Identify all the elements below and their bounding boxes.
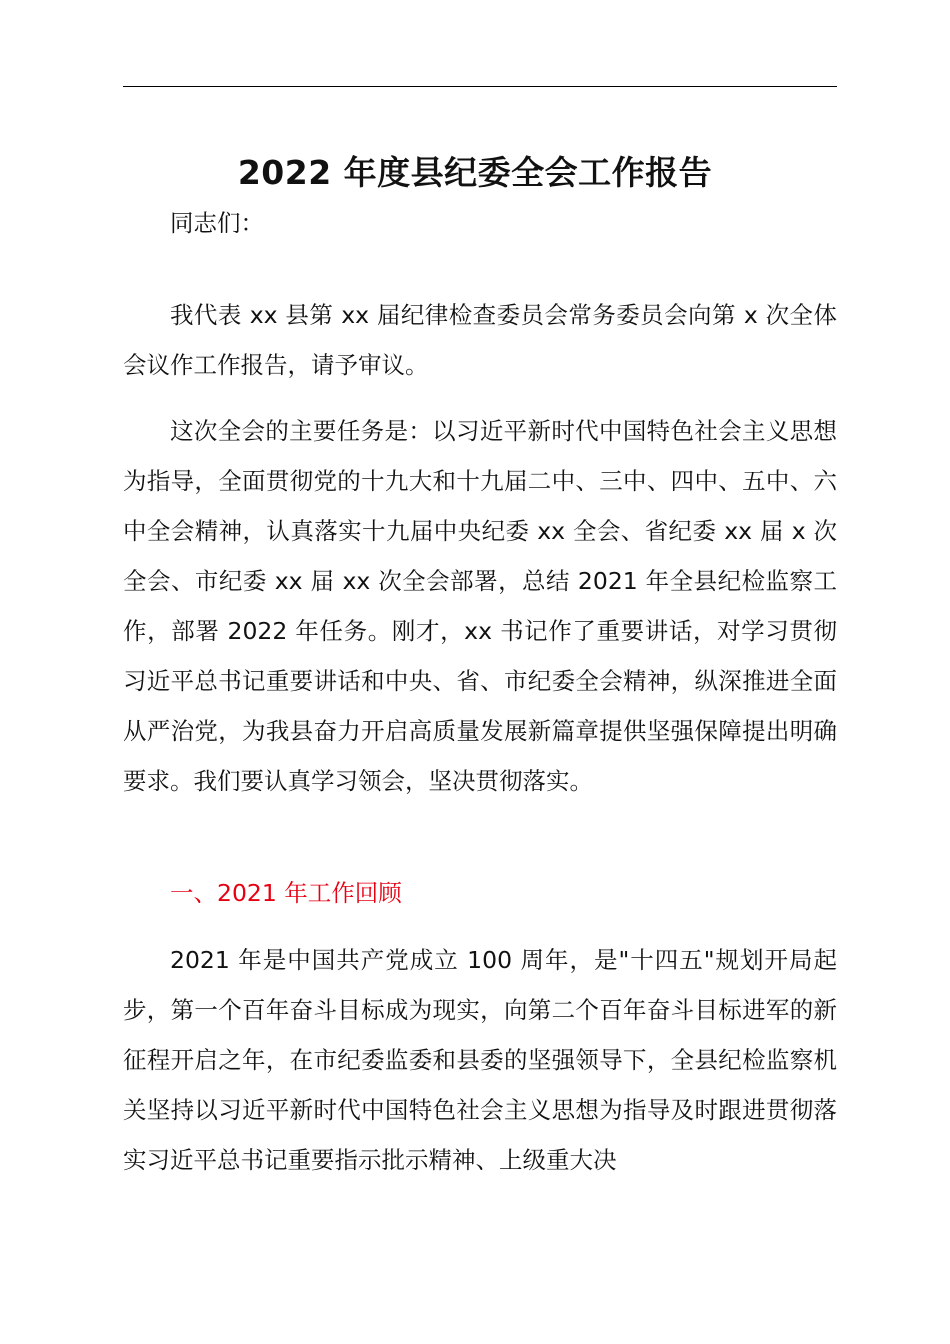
paragraph-1-text: 我代表 xx 县第 xx 届纪律检查委员会常务委员会向第 x 次全体会议作工作报告，请予审议。 — [123, 301, 837, 379]
paragraph-1 — [123, 290, 837, 390]
salutation — [123, 198, 837, 248]
paragraph-2 — [123, 406, 837, 806]
header-rule — [123, 86, 837, 87]
salutation-text: 同志们： — [170, 209, 264, 237]
paragraph-3 — [123, 935, 837, 1185]
paragraph-3-text: 2021 年是中国共产党成立 100 周年，是"十四五"规划开局起步，第一个百年奋斗目标成为现实，向第二个百年奋斗目标进军的新征程开启之年，在市纪委监委和县委的坚强领导下，全县纪检监察机关坚持以习近平新时代中国特色社会主义思想为指导及时跟进贯彻落实习近平总书记重要指示批示精神、上级重大决 — [123, 946, 837, 1174]
section-heading — [123, 868, 837, 918]
paragraph-2-text: 这次全会的主要任务是：以习近平新时代中国特色社会主义思想为指导，全面贯彻党的十九大和十九届二中、三中、四中、五中、六中全会精神，认真落实十九届中央纪委 xx 全会、省纪委 xx 届 x 次全会、市纪委 xx 届 xx 次全会部署，总结 2021 年全县纪检监察工作，部署 2022 年任务。刚才，xx 书记作了重要讲话，对学习贯彻习近平总书记重要讲话和中央、省、市纪委全会精神，纵深推进全面从严治党，为我县奋力开启高质量发展新篇章提供坚强保障提出明确要求。我们要认真学习领会，坚决贯彻落实。 — [123, 417, 837, 795]
section-heading-text: 一、2021 年工作回顾 — [170, 879, 402, 907]
document-title: 2022 年度县纪委全会工作报告 — [237, 153, 713, 192]
